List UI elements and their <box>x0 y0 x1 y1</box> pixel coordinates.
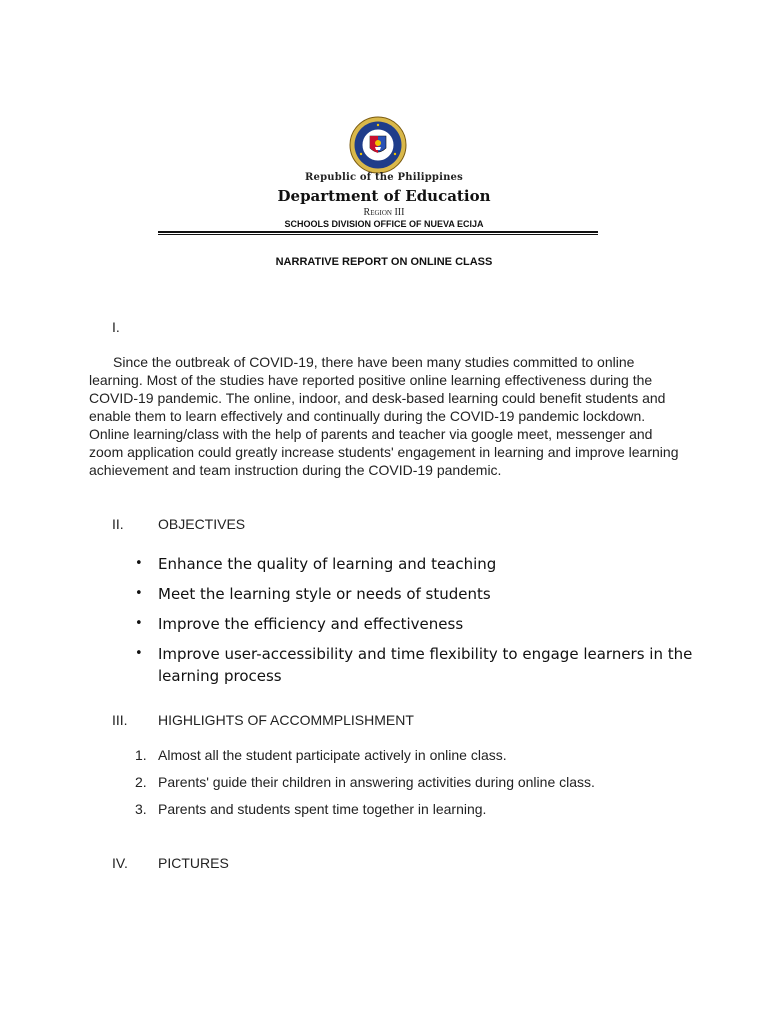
section-number-highlights: III. <box>112 712 128 728</box>
highlight-text: Parents and students spent time together in learning. <box>158 801 487 817</box>
header-divider <box>158 231 598 235</box>
list-item <box>135 746 695 773</box>
list-item <box>135 553 695 575</box>
division-heading: SCHOOLS DIVISION OFFICE OF NUEVA ECIJA <box>284 219 484 229</box>
section-number-pictures: IV. <box>112 855 128 871</box>
section-number-intro: I. <box>112 319 120 335</box>
item-number: 2. <box>135 774 147 790</box>
item-number: 1. <box>135 747 147 763</box>
list-item <box>135 800 695 827</box>
bullet-icon: • <box>135 616 143 631</box>
objective-text: Meet the learning style or needs of students <box>158 585 491 603</box>
section-title-highlights: HIGHLIGHTS OF ACCOMMPLISHMENT <box>158 712 414 728</box>
objective-text: Enhance the quality of learning and teaching <box>158 555 497 573</box>
section-title-pictures: PICTURES <box>158 855 229 871</box>
list-item <box>135 773 695 800</box>
intro-paragraph: Since the outbreak of COVID-19, there have been many studies committed to online learning. Most of the studies have reported positive online learning effectiveness during the COVID-19 pandemic. The online, indoor, and desk-based learning could benefit students and enable them to learn effectively and continually during the COVID-19 pandemic lockdown. Online learning/class with the help of parents and teacher via google meet, messenger and zoom application could greatly increase students' engagement in learning and improve learning achievement and team instruction during the COVID-19 pandemic. <box>89 354 679 478</box>
bullet-icon: • <box>135 586 143 601</box>
item-number: 3. <box>135 801 147 817</box>
list-item <box>135 613 695 635</box>
list-item <box>135 583 695 605</box>
highlights-list <box>135 746 695 827</box>
report-title: NARRATIVE REPORT ON ONLINE CLASS <box>275 256 493 268</box>
highlight-text: Parents' guide their children in answering activities during online class. <box>158 774 595 790</box>
section-title-objectives: OBJECTIVES <box>158 516 246 532</box>
objective-text: Improve user-accessibility and time flexibility to engage learners in the learning process <box>158 645 693 685</box>
republic-heading: Republic of the Philippines <box>305 172 463 183</box>
region-heading: Region III <box>363 207 405 218</box>
highlight-text: Almost all the student participate actively in online class. <box>158 747 507 763</box>
list-item <box>135 643 695 687</box>
objective-text: Improve the efficiency and effectiveness <box>158 615 464 633</box>
deped-seal-icon <box>349 116 407 174</box>
bullet-icon: • <box>135 556 143 571</box>
section-number-objectives: II. <box>112 516 124 532</box>
bullet-icon: • <box>135 646 143 661</box>
objectives-list <box>135 553 695 695</box>
department-heading: Department of Education <box>277 187 491 205</box>
